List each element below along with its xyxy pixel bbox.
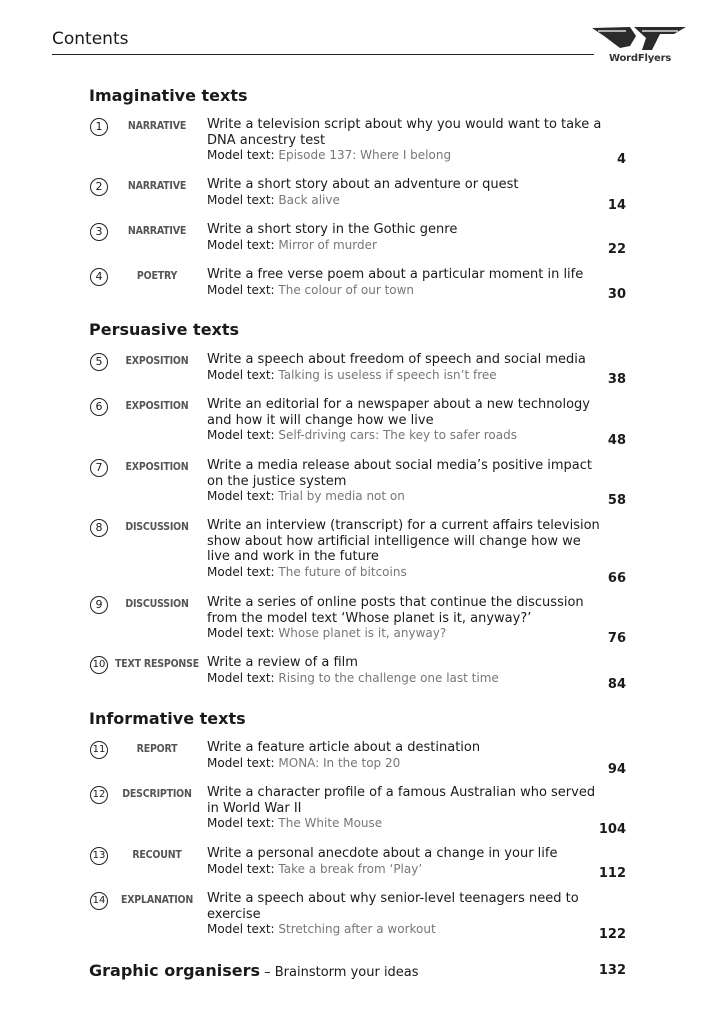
entry-model-text xyxy=(207,489,607,505)
entry-page-number: 112 xyxy=(598,866,626,881)
wings-logo-icon xyxy=(590,22,688,56)
entry-model-text xyxy=(207,428,607,444)
section-persuasive: Persuasive texts xyxy=(89,320,240,339)
entry-text-type: NARRATIVE xyxy=(127,120,187,132)
section-informative: Informative texts xyxy=(89,709,246,728)
entry-text-type: EXPOSITION xyxy=(125,461,189,473)
entry-number-circle: 4 xyxy=(90,268,108,286)
entry-page-number: 30 xyxy=(607,287,626,302)
entry-task xyxy=(207,785,607,832)
footer-title: Graphic organisers xyxy=(89,961,260,980)
entry-model-text xyxy=(207,816,607,832)
model-text-prefix: Model text: xyxy=(207,428,279,442)
model-text-title: The colour of our town xyxy=(278,282,415,297)
entry-task xyxy=(207,267,607,298)
model-text-prefix: Model text: xyxy=(207,564,279,579)
entry-task-text: Write an interview (transcript) for a current affairs television show about how artificial intelligence will change how we live and work in the future xyxy=(207,518,600,564)
model-text-prefix: Model text: xyxy=(207,489,279,503)
model-text-prefix: Model text: xyxy=(207,367,279,382)
entry-text-type: DISCUSSION xyxy=(125,598,189,610)
entry-text-type: EXPLANATION xyxy=(120,894,194,906)
entry-number-circle: 13 xyxy=(90,847,108,865)
footer-page-number: 132 xyxy=(598,963,626,978)
model-text-title: The White Mouse xyxy=(278,816,383,830)
entry-model-text xyxy=(207,368,607,384)
model-text-prefix: Model text: xyxy=(207,148,279,162)
page-title: Contents xyxy=(52,29,129,49)
entry-task xyxy=(207,352,607,383)
entry-model-text xyxy=(207,671,607,687)
entry-model-text xyxy=(207,148,607,164)
model-text-title: Take a break from ‘Play’ xyxy=(278,861,423,876)
entry-task xyxy=(207,740,607,771)
entry-page-number: 14 xyxy=(607,198,626,213)
entry-page-number: 4 xyxy=(616,152,626,167)
header-divider xyxy=(52,54,594,55)
entry-model-text xyxy=(207,238,607,254)
entry-task-text: Write a media release about social media’s positive impact on the justice system xyxy=(207,458,592,489)
entry-model-text xyxy=(207,283,607,299)
entry-number-circle: 8 xyxy=(90,519,108,537)
entry-task xyxy=(207,397,607,444)
entry-task-text: Write a feature article about a destination xyxy=(207,740,481,755)
model-text-prefix: Model text: xyxy=(207,755,279,770)
model-text-title: Self-driving cars: The key to safer roads xyxy=(278,428,517,442)
wordflyers-logo xyxy=(590,22,688,70)
entry-task-text: Write a personal anecdote about a change in your life xyxy=(207,846,558,861)
entry-task xyxy=(207,458,607,505)
model-text-prefix: Model text: xyxy=(207,861,279,876)
entry-task xyxy=(207,177,607,208)
model-text-title: Back alive xyxy=(278,192,340,207)
entry-number-circle: 14 xyxy=(90,892,108,910)
entry-model-text xyxy=(207,756,607,772)
entry-task xyxy=(207,655,607,686)
model-text-title: Episode 137: Where I belong xyxy=(278,148,452,162)
entry-number-circle: 5 xyxy=(90,353,108,371)
entry-task xyxy=(207,518,607,580)
entry-task xyxy=(207,222,607,253)
entry-task-text: Write a speech about freedom of speech and social media xyxy=(207,352,586,367)
section-imaginative: Imaginative texts xyxy=(89,86,248,105)
model-text-prefix: Model text: xyxy=(207,816,279,830)
entry-number-circle: 2 xyxy=(90,178,108,196)
entry-text-type: POETRY xyxy=(136,270,178,282)
entry-model-text xyxy=(207,862,607,878)
entry-model-text xyxy=(207,922,607,938)
entry-number-circle: 12 xyxy=(90,786,108,804)
model-text-prefix: Model text: xyxy=(207,237,279,252)
entry-text-type: REPORT xyxy=(136,743,178,755)
entry-text-type: RECOUNT xyxy=(132,849,182,861)
entry-page-number: 48 xyxy=(607,433,626,448)
entry-page-number: 66 xyxy=(607,571,626,586)
entry-page-number: 104 xyxy=(598,822,626,837)
model-text-prefix: Model text: xyxy=(207,282,279,297)
entry-task-text: Write an editorial for a newspaper about a new technology and how it will change how we live xyxy=(207,397,590,428)
entry-page-number: 94 xyxy=(607,762,626,777)
model-text-prefix: Model text: xyxy=(207,626,279,640)
entry-task-text: Write a character profile of a famous Australian who served in World War II xyxy=(207,785,596,816)
model-text-prefix: Model text: xyxy=(207,922,279,936)
model-text-title: Stretching after a workout xyxy=(278,922,436,936)
entry-task-text: Write a short story in the Gothic genre xyxy=(207,222,458,237)
entry-model-text xyxy=(207,626,607,642)
model-text-prefix: Model text: xyxy=(207,670,279,685)
model-text-title: Whose planet is it, anyway? xyxy=(278,626,447,640)
entry-text-type: DISCUSSION xyxy=(125,521,189,533)
entry-number-circle: 1 xyxy=(90,118,108,136)
entry-text-type: TEXT RESPONSE xyxy=(115,658,199,670)
entry-page-number: 22 xyxy=(607,242,626,257)
entry-page-number: 76 xyxy=(607,631,626,646)
entry-text-type: EXPOSITION xyxy=(125,355,189,367)
model-text-title: Talking is useless if speech isn’t free xyxy=(278,367,497,382)
graphic-organisers-entry xyxy=(89,961,629,980)
entry-task-text: Write a television script about why you would want to take a DNA ancestry test xyxy=(207,117,602,148)
entry-task-text: Write a series of online posts that continue the discussion from the model text ‘Whose planet is it, anyway?’ xyxy=(207,595,584,626)
model-text-title: The future of bitcoins xyxy=(278,564,407,579)
entry-task xyxy=(207,595,607,642)
entry-task xyxy=(207,846,607,877)
model-text-title: Rising to the challenge one last time xyxy=(278,670,499,685)
entry-text-type: DESCRIPTION xyxy=(122,788,192,800)
entry-text-type: EXPOSITION xyxy=(125,400,189,412)
model-text-prefix: Model text: xyxy=(207,192,279,207)
entry-text-type: NARRATIVE xyxy=(127,180,187,192)
entry-number-circle: 3 xyxy=(90,223,108,241)
entry-page-number: 122 xyxy=(598,927,626,942)
logo-text: WordFlyers xyxy=(609,53,672,64)
entry-page-number: 84 xyxy=(607,677,626,692)
entry-task xyxy=(207,891,607,938)
model-text-title: Mirror of murder xyxy=(278,237,377,252)
entry-task-text: Write a short story about an adventure or quest xyxy=(207,177,519,192)
entry-page-number: 38 xyxy=(607,372,626,387)
entry-model-text xyxy=(207,193,607,209)
footer-subtitle: – Brainstorm your ideas xyxy=(260,965,419,980)
entry-page-number: 58 xyxy=(607,493,626,508)
entry-number-circle: 10 xyxy=(90,656,108,674)
entry-number-circle: 9 xyxy=(90,596,108,614)
entry-task xyxy=(207,117,607,164)
model-text-title: MONA: In the top 20 xyxy=(278,755,401,770)
entry-text-type: NARRATIVE xyxy=(127,225,187,237)
entry-task-text: Write a review of a film xyxy=(207,655,358,670)
entry-task-text: Write a speech about why senior-level teenagers need to exercise xyxy=(207,891,579,922)
entry-task-text: Write a free verse poem about a particular moment in life xyxy=(207,267,584,282)
entry-number-circle: 11 xyxy=(90,741,108,759)
entry-model-text xyxy=(207,565,607,581)
entry-number-circle: 7 xyxy=(90,459,108,477)
model-text-title: Trial by media not on xyxy=(278,489,405,503)
entry-number-circle: 6 xyxy=(90,398,108,416)
